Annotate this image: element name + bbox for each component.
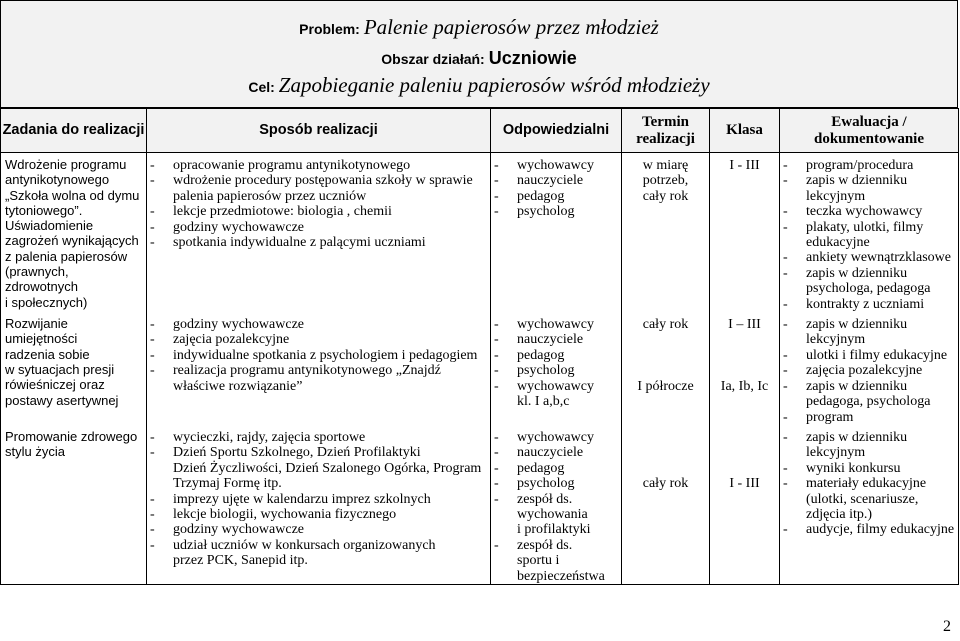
- responsible-item-text: wychowawcy: [517, 429, 594, 445]
- table-row: [1, 425, 959, 585]
- bullet-dash: -: [494, 347, 499, 363]
- eval-item-text: zapis w dzienniku: [806, 173, 908, 189]
- method-cell: [147, 425, 491, 585]
- term-line: [622, 363, 709, 378]
- eval-item: [780, 379, 958, 394]
- bullet-dash: -: [494, 188, 499, 204]
- eval-cell: [780, 153, 959, 313]
- problem-label: Problem:: [299, 21, 360, 37]
- class-line: I – III: [728, 317, 761, 333]
- eval-item-text: lekcyjnym: [806, 188, 866, 204]
- term-line: w miarę: [642, 158, 689, 173]
- bullet-dash: -: [494, 476, 499, 492]
- goal-label: Cel:: [248, 79, 275, 95]
- bullet-dash: -: [783, 378, 788, 394]
- task-cell: [1, 312, 147, 425]
- eval-item: [780, 461, 958, 476]
- term-line: potrzeb,: [642, 173, 689, 189]
- bullet-dash: -: [150, 537, 155, 553]
- problem-value: Palenie papierosów przez młodzież: [363, 15, 659, 39]
- responsible-item: [491, 569, 621, 584]
- method-item: [147, 348, 490, 363]
- method-item: [147, 379, 490, 394]
- task-line: „Szkoła wolna od dymu: [5, 187, 140, 203]
- eval-item: [780, 204, 958, 219]
- term-cell: [622, 153, 710, 313]
- method-item-text: spotkania indywidualne z palącymi uczniami: [173, 235, 426, 251]
- bullet-dash: -: [494, 445, 499, 461]
- eval-item: [780, 281, 958, 296]
- eval-item-text: psychologa, pedagoga: [806, 281, 931, 297]
- bullet-dash: -: [783, 317, 788, 333]
- task-line: Wdrożenie programu: [5, 157, 127, 172]
- col-header-eval-line2: dokumentowanie: [813, 130, 925, 147]
- class-line: [710, 445, 779, 460]
- term-line: cały rok: [642, 188, 689, 204]
- responsible-item-text: psycholog: [517, 476, 575, 492]
- method-cell: [147, 153, 491, 313]
- eval-item: [780, 363, 958, 378]
- responsible-item: [491, 379, 621, 394]
- eval-item-text: wyniki konkursu: [806, 460, 901, 476]
- responsible-cell: [491, 425, 622, 585]
- eval-item-text: zdjęcia itp.): [806, 506, 873, 522]
- task-cell: [1, 425, 147, 585]
- eval-item: [780, 492, 958, 507]
- method-item: [147, 363, 490, 378]
- task-line: Promowanie zdrowego: [5, 428, 138, 444]
- bullet-dash: -: [494, 460, 499, 476]
- class-cell: [710, 153, 780, 313]
- responsible-item-text: nauczyciele: [517, 332, 584, 348]
- method-item-text: imprezy ujęte w kalendarzu imprez szkolnych: [173, 491, 431, 507]
- responsible-item-text: i profilaktyki: [517, 522, 591, 538]
- eval-item: [780, 297, 958, 312]
- eval-item: [780, 394, 958, 409]
- table-header-row: [1, 109, 959, 153]
- bullet-dash: -: [494, 204, 499, 220]
- method-item-text: Trzymaj Formę itp.: [173, 476, 282, 492]
- responsible-item: [491, 394, 621, 409]
- responsible-item: [491, 538, 621, 553]
- col-header-eval: [780, 109, 959, 153]
- responsible-item-text: wychowawcy: [517, 378, 594, 394]
- bullet-dash: -: [783, 158, 788, 173]
- col-header-responsible: Odpowiedzialni: [491, 109, 622, 153]
- goal-value: Zapobieganie paleniu papierosów wśród młodzieży: [278, 73, 710, 97]
- bullet-dash: -: [150, 506, 155, 522]
- method-item-text: udział uczniów w konkursach organizowanych: [173, 537, 436, 553]
- bullet-dash: -: [150, 522, 155, 538]
- method-item: [147, 492, 490, 507]
- responsible-item: [491, 553, 621, 568]
- class-line: I - III: [729, 476, 760, 492]
- task-line: i społecznych): [5, 294, 88, 310]
- col-header-method: Sposób realizacji: [147, 109, 491, 153]
- method-item-text: realizacja programu antynikotynowego „Znajdź: [173, 363, 441, 379]
- method-item: [147, 445, 490, 460]
- bullet-dash: -: [783, 173, 788, 189]
- bullet-dash: -: [150, 317, 155, 333]
- responsible-item-text: zespół ds.: [517, 537, 573, 553]
- responsible-item-text: psycholog: [517, 204, 575, 220]
- eval-item-text: (ulotki, scenariusze,: [806, 491, 919, 507]
- bullet-dash: -: [150, 173, 155, 189]
- class-line: I - III: [729, 158, 760, 173]
- bullet-dash: -: [783, 204, 788, 220]
- term-line: cały rok: [642, 476, 689, 492]
- method-item-text: zajęcia pozalekcyjne: [173, 332, 290, 348]
- bullet-dash: -: [783, 347, 788, 363]
- method-item-text: godziny wychowawcze: [173, 317, 305, 333]
- responsible-item-text: zespół ds.: [517, 491, 573, 507]
- bullet-dash: -: [783, 250, 788, 266]
- responsible-item-text: pedagog: [517, 188, 565, 204]
- task-line: Uświadomienie: [5, 218, 94, 234]
- term-line: [622, 348, 709, 363]
- method-item: [147, 430, 490, 445]
- task-line: rówieśniczej oraz: [5, 377, 105, 393]
- page-number: 2: [943, 618, 951, 635]
- responsible-item-text: nauczyciele: [517, 173, 584, 189]
- term-line: [622, 445, 709, 460]
- bullet-dash: -: [150, 158, 155, 173]
- bullet-dash: -: [494, 378, 499, 394]
- bullet-dash: -: [783, 219, 788, 235]
- bullet-dash: -: [494, 317, 499, 333]
- responsible-item: [491, 158, 621, 173]
- method-item: [147, 173, 490, 188]
- bullet-dash: -: [150, 429, 155, 445]
- eval-item: [780, 235, 958, 250]
- bullet-dash: -: [150, 445, 155, 461]
- bullet-dash: -: [783, 409, 788, 425]
- eval-item-text: lekcyjnym: [806, 332, 866, 348]
- eval-item-text: materiały edukacyjne: [806, 476, 927, 492]
- method-item: [147, 553, 490, 568]
- eval-item: [780, 507, 958, 522]
- eval-item-text: audycje, filmy edukacyjne: [806, 522, 955, 538]
- responsible-item: [491, 363, 621, 378]
- table-body: [1, 153, 959, 585]
- method-item: [147, 204, 490, 219]
- responsible-item: [491, 522, 621, 537]
- bullet-dash: -: [783, 429, 788, 445]
- col-header-term-line1: Termin: [642, 113, 689, 130]
- method-item: [147, 332, 490, 347]
- class-line: [710, 363, 779, 378]
- term-cell: [622, 312, 710, 425]
- eval-item-text: plakaty, ulotki, filmy: [806, 219, 924, 235]
- table-row: [1, 312, 959, 425]
- bullet-dash: -: [783, 296, 788, 312]
- document-header: [0, 0, 958, 108]
- task-line: w sytuacjach presji: [5, 361, 115, 377]
- method-item: [147, 189, 490, 204]
- bullet-dash: -: [783, 476, 788, 492]
- bullet-dash: -: [494, 491, 499, 507]
- eval-item-text: zapis w dzienniku: [806, 317, 908, 333]
- method-item: [147, 461, 490, 476]
- eval-cell: [780, 312, 959, 425]
- eval-item: [780, 220, 958, 235]
- eval-item-text: lekcyjnym: [806, 445, 866, 461]
- task-line: Rozwijanie umiejętności: [5, 316, 78, 347]
- method-item: [147, 522, 490, 537]
- method-item-text: palenia papierosów przez uczniów: [173, 188, 367, 204]
- bullet-dash: -: [783, 265, 788, 281]
- bullet-dash: -: [150, 235, 155, 251]
- responsible-item-text: wychowawcy: [517, 158, 594, 173]
- responsible-item: [491, 430, 621, 445]
- term-line: I półrocze: [637, 378, 694, 394]
- col-header-term-line2: realizacji: [636, 130, 695, 147]
- method-item: [147, 158, 490, 173]
- class-line: Ia, Ib, Ic: [720, 378, 769, 394]
- eval-item-text: edukacyjne: [806, 235, 870, 251]
- eval-item: [780, 445, 958, 460]
- eval-item: [780, 317, 958, 332]
- method-item: [147, 538, 490, 553]
- task-line: postawy asertywnej: [5, 392, 119, 408]
- col-header-eval-line1: Ewaluacja /: [831, 113, 907, 130]
- method-item: [147, 317, 490, 332]
- method-item-text: godziny wychowawcze: [173, 219, 305, 235]
- goal-line: [1, 73, 957, 98]
- responsible-item-text: nauczyciele: [517, 445, 584, 461]
- bullet-dash: -: [150, 363, 155, 379]
- bullet-dash: -: [150, 332, 155, 348]
- eval-item: [780, 189, 958, 204]
- responsible-item: [491, 204, 621, 219]
- method-item-text: Dzień Sportu Szkolnego, Dzień Profilaktyki: [173, 445, 421, 461]
- responsible-item: [491, 173, 621, 188]
- responsible-item-text: bezpieczeństwa: [517, 568, 605, 584]
- eval-item: [780, 348, 958, 363]
- responsible-item: [491, 492, 621, 507]
- responsible-item: [491, 461, 621, 476]
- eval-item: [780, 332, 958, 347]
- term-line: cały rok: [642, 317, 689, 333]
- responsible-item-text: kl. I a,b,c: [517, 394, 570, 410]
- bullet-dash: -: [783, 522, 788, 538]
- plan-table: [0, 108, 959, 585]
- method-item: [147, 476, 490, 491]
- eval-item-text: zajęcia pozalekcyjne: [806, 363, 923, 379]
- eval-item-text: program: [806, 409, 854, 425]
- method-item: [147, 235, 490, 250]
- col-header-class: Klasa: [710, 109, 780, 153]
- responsible-item-text: sportu i: [517, 553, 560, 569]
- method-item-text: lekcje przedmiotowe: biologia , chemii: [173, 204, 392, 220]
- method-cell: [147, 312, 491, 425]
- method-item-text: wycieczki, rajdy, zajęcia sportowe: [173, 429, 366, 445]
- eval-item-text: kontrakty z uczniami: [806, 296, 925, 312]
- term-line: [622, 430, 709, 445]
- task-line: stylu życia: [5, 444, 65, 460]
- class-line: [710, 461, 779, 476]
- class-line: [710, 430, 779, 445]
- eval-item-text: zapis w dzienniku: [806, 429, 908, 445]
- method-item-text: opracowanie programu antynikotynowego: [173, 158, 411, 173]
- eval-item-text: pedagoga, psychologa: [806, 394, 931, 410]
- method-item-text: godziny wychowawcze: [173, 522, 305, 538]
- class-cell: [710, 425, 780, 585]
- bullet-dash: -: [783, 363, 788, 379]
- eval-item: [780, 430, 958, 445]
- eval-cell: [780, 425, 959, 585]
- responsible-item: [491, 189, 621, 204]
- area-label: Obszar działań:: [381, 51, 485, 67]
- task-line: zagrożeń wynikających: [5, 233, 139, 249]
- task-line: tytoniowego”.: [5, 202, 83, 218]
- responsible-item: [491, 317, 621, 332]
- eval-item: [780, 266, 958, 281]
- responsible-item: [491, 476, 621, 491]
- term-cell: [622, 425, 710, 585]
- class-line: [710, 348, 779, 363]
- class-cell: [710, 312, 780, 425]
- table-row: [1, 153, 959, 313]
- method-item-text: indywidualne spotkania z psychologiem i pedagogiem: [173, 347, 478, 363]
- eval-item-text: ankiety wewnątrzklasowe: [806, 250, 951, 266]
- method-item-text: Dzień Życzliwości, Dzień Szalonego Ogórka, Program: [173, 460, 482, 476]
- class-line: [710, 332, 779, 347]
- eval-item: [780, 410, 958, 425]
- bullet-dash: -: [150, 491, 155, 507]
- responsible-cell: [491, 312, 622, 425]
- task-cell: [1, 153, 147, 313]
- responsible-item: [491, 348, 621, 363]
- task-line: z palenia papierosów: [5, 248, 128, 264]
- responsible-item: [491, 445, 621, 460]
- responsible-cell: [491, 153, 622, 313]
- bullet-dash: -: [494, 332, 499, 348]
- bullet-dash: -: [783, 460, 788, 476]
- responsible-item-text: pedagog: [517, 460, 565, 476]
- responsible-item-text: psycholog: [517, 363, 575, 379]
- bullet-dash: -: [494, 363, 499, 379]
- col-header-tasks: Zadania do realizacji: [1, 109, 147, 153]
- method-item: [147, 220, 490, 235]
- eval-item: [780, 476, 958, 491]
- task-line: antynikotynowego: [5, 172, 110, 188]
- responsible-item-text: pedagog: [517, 347, 565, 363]
- bullet-dash: -: [494, 429, 499, 445]
- eval-item-text: zapis w dzienniku: [806, 265, 908, 281]
- eval-item: [780, 173, 958, 188]
- eval-item: [780, 250, 958, 265]
- responsible-item: [491, 332, 621, 347]
- eval-item-text: program/procedura: [806, 158, 914, 173]
- task-line: (prawnych, zdrowotnych: [5, 264, 78, 295]
- eval-item: [780, 158, 958, 173]
- method-item: [147, 507, 490, 522]
- bullet-dash: -: [150, 219, 155, 235]
- eval-item-text: ulotki i filmy edukacyjne: [806, 347, 948, 363]
- method-item-text: lekcje biologii, wychowania fizycznego: [173, 506, 397, 522]
- bullet-dash: -: [494, 158, 499, 173]
- method-item-text: wdrożenie procedury postępowania szkoły w sprawie: [173, 173, 473, 189]
- responsible-item-text: wychowania: [517, 506, 588, 522]
- responsible-item-text: wychowawcy: [517, 317, 594, 333]
- col-header-term: [622, 109, 710, 153]
- method-item-text: przez PCK, Sanepid itp.: [173, 553, 308, 569]
- method-item-text: właściwe rozwiązanie”: [173, 378, 303, 394]
- term-line: [622, 332, 709, 347]
- bullet-dash: -: [494, 173, 499, 189]
- area-line: [1, 48, 957, 69]
- eval-item-text: teczka wychowawcy: [806, 204, 923, 220]
- problem-line: [1, 15, 957, 40]
- task-line: radzenia sobie: [5, 346, 90, 362]
- eval-item: [780, 522, 958, 537]
- bullet-dash: -: [150, 347, 155, 363]
- term-line: [622, 461, 709, 476]
- bullet-dash: -: [150, 204, 155, 220]
- area-value: Uczniowie: [488, 48, 577, 68]
- bullet-dash: -: [494, 537, 499, 553]
- eval-item-text: zapis w dzienniku: [806, 378, 908, 394]
- responsible-item: [491, 507, 621, 522]
